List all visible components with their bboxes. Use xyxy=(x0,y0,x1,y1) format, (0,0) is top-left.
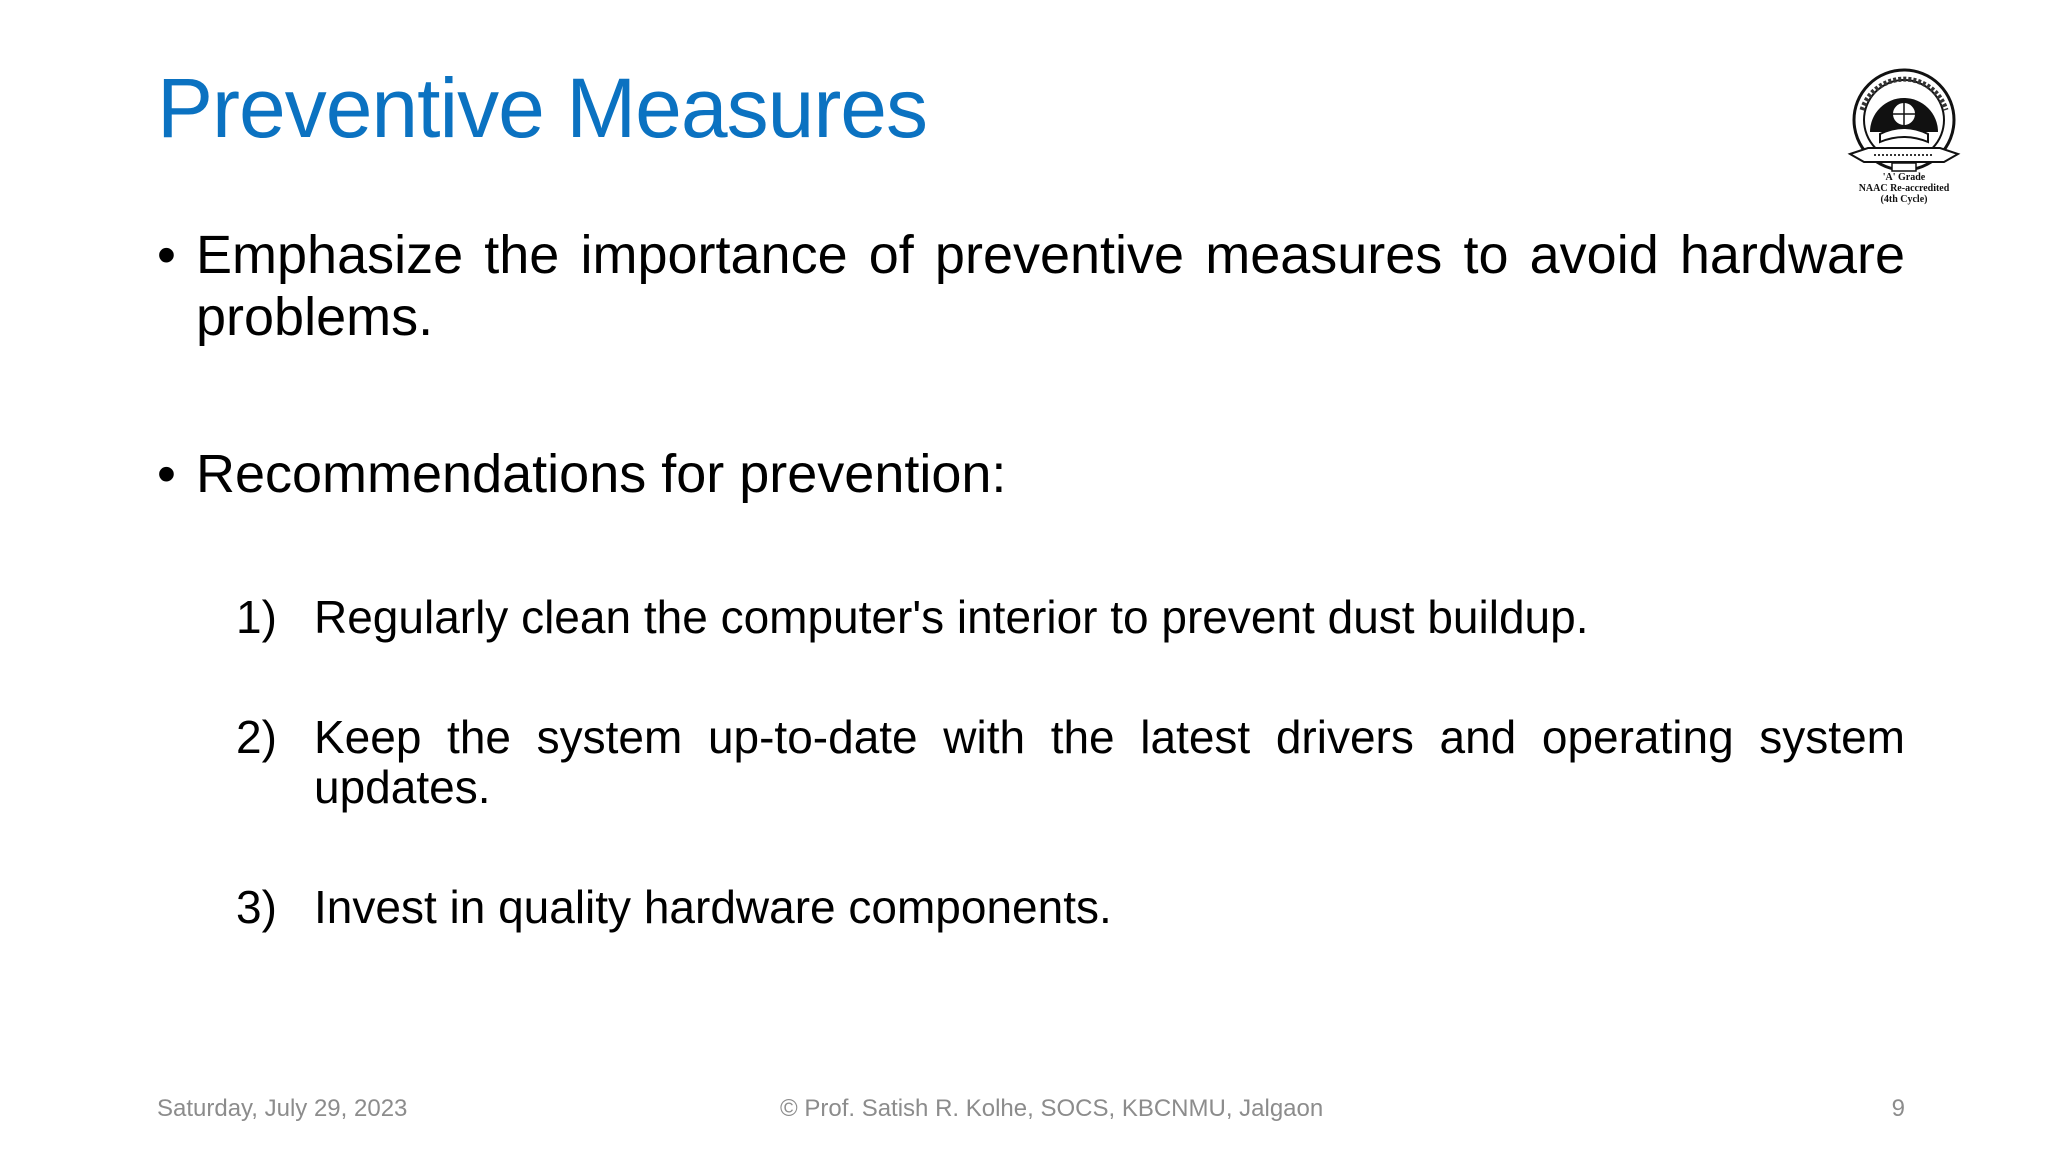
numbered-item xyxy=(236,592,1905,642)
item-number: 3) xyxy=(236,881,277,933)
bullet-marker: • xyxy=(157,444,176,504)
logo-accreditation-text: NAAC Re-accredited xyxy=(1858,183,1950,194)
slide-title: Preventive Measures xyxy=(157,61,928,155)
item-text: Keep the system up-to-date with the latest drivers and operating system updates. xyxy=(314,711,1905,813)
bullet-item xyxy=(157,224,1905,348)
bullet-marker: • xyxy=(157,225,176,285)
numbered-item xyxy=(236,712,1905,812)
item-number: 1) xyxy=(236,591,277,643)
item-text: Invest in quality hardware components. xyxy=(314,881,1112,933)
item-text: Regularly clean the computer's interior to prevent dust buildup. xyxy=(314,591,1589,643)
footer-credit: © Prof. Satish R. Kolhe, SOCS, KBCNMU, Jalgaon xyxy=(780,1095,1324,1122)
footer-date: Saturday, July 29, 2023 xyxy=(157,1095,408,1122)
logo-cycle-text: (4th Cycle) xyxy=(1880,194,1928,205)
university-emblem-icon xyxy=(1840,62,1968,210)
logo-grade-text: 'A' Grade xyxy=(1882,172,1926,183)
bullet-item xyxy=(157,443,1905,505)
bullet-text: Recommendations for prevention: xyxy=(196,444,1007,504)
slide-number: 9 xyxy=(1891,1095,1905,1122)
numbered-item xyxy=(236,882,1905,932)
bullet-text: Emphasize the importance of preventive measures to avoid hardware problems. xyxy=(196,225,1905,347)
item-number: 2) xyxy=(236,711,277,763)
